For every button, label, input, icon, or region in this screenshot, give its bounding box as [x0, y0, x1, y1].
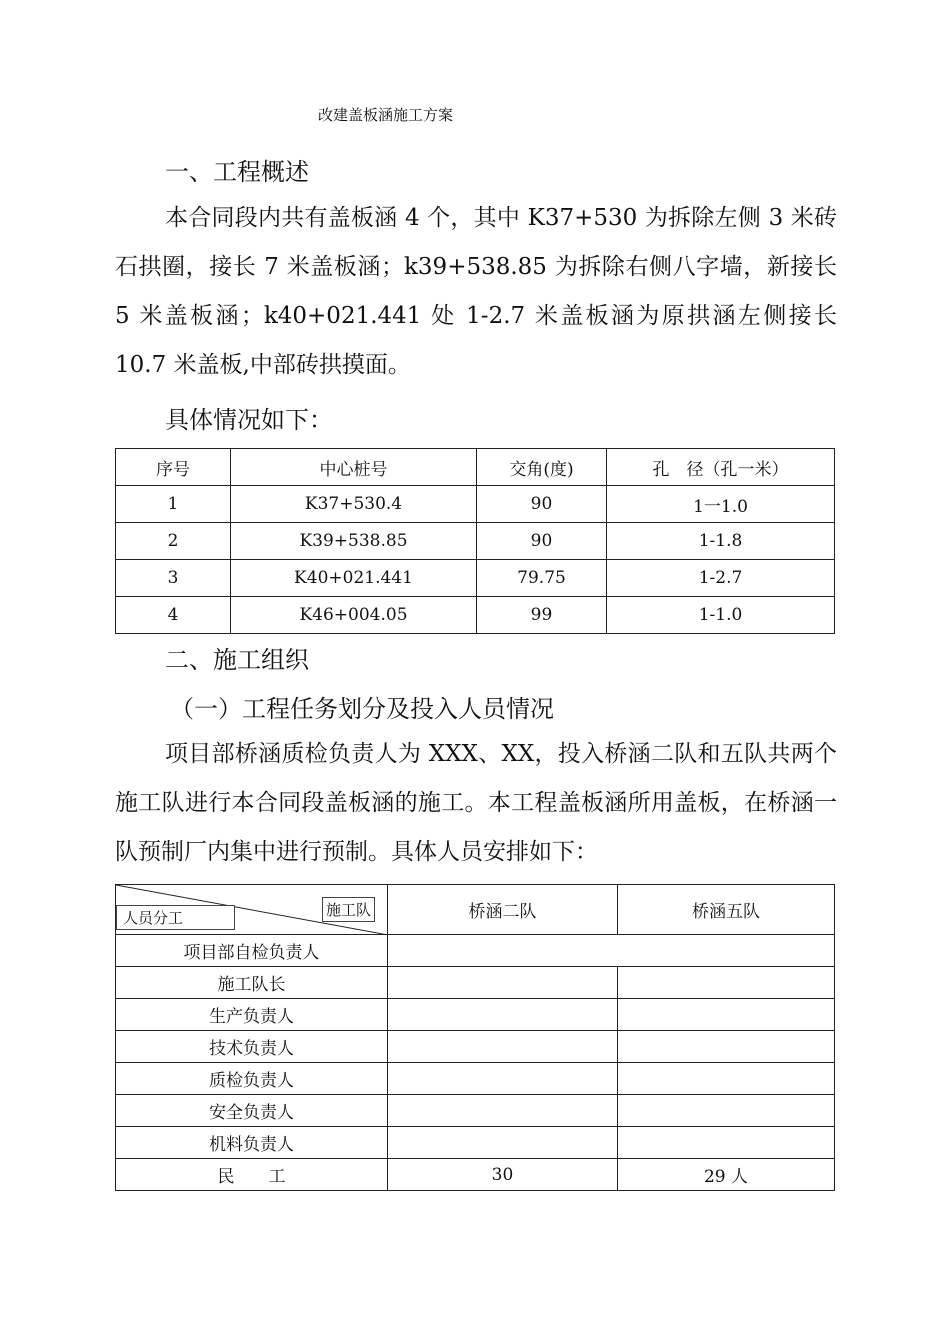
- corner-team-label: 施工队: [322, 897, 375, 922]
- header-angle: 交角(度): [477, 449, 607, 486]
- document-title: 改建盖板涵施工方案: [318, 106, 454, 124]
- table-row: [116, 560, 835, 597]
- cell-no: 3: [116, 560, 231, 597]
- table-row: [116, 1063, 835, 1095]
- team2-cell: [388, 999, 618, 1031]
- cell-no: 4: [116, 597, 231, 634]
- section1-paragraph: 本合同段内共有盖板涵 4 个，其中 K37+530 为拆除左侧 3 米砖石拱圈，接长 7 米盖板涵；k39+538.85 为拆除右侧八字墙，新接长 5 米盖板涵；k40+021.441 处 1-2.7 米盖板涵为原拱涵左侧接长 10.7 米盖板,中部砖拱摸面。: [115, 205, 837, 378]
- merged-cell: [388, 935, 835, 967]
- section2-paragraph: 项目部桥涵质检负责人为 XXX、XX，投入桥涵二队和五队共两个施工队进行本合同段盖板涵的施工。本工程盖板涵所用盖板，在桥涵一队预制厂内集中进行预制。具体人员安排如下：: [115, 741, 837, 865]
- role-cell: 安全负责人: [116, 1095, 388, 1127]
- section2-heading: 二、施工组织: [165, 646, 309, 674]
- cell-station: K46+004.05: [231, 597, 477, 634]
- team2-header: 桥涵二队: [388, 885, 618, 935]
- role-cell: 生产负责人: [116, 999, 388, 1031]
- cell-span: 1-1.0: [607, 597, 835, 634]
- table-row: [116, 597, 835, 634]
- cell-span: 1-2.7: [607, 560, 835, 597]
- team5-cell: [618, 1095, 835, 1127]
- team2-cell: [388, 1127, 618, 1159]
- section2-subheading: （一）工程任务划分及投入人员情况: [170, 695, 554, 723]
- culvert-table: [115, 448, 835, 634]
- table-row: [116, 1127, 835, 1159]
- section1-heading: 一、工程概述: [165, 158, 309, 186]
- section1-intro: 具体情况如下：: [165, 406, 333, 434]
- cell-station: K40+021.441: [231, 560, 477, 597]
- team5-cell: [618, 1031, 835, 1063]
- cell-no: 2: [116, 523, 231, 560]
- header-span: 孔 径（孔一米）: [607, 449, 835, 486]
- team5-cell: [618, 1127, 835, 1159]
- header-no: 序号: [116, 449, 231, 486]
- corner-role-label: 人员分工: [116, 905, 235, 930]
- team2-cell: [388, 1063, 618, 1095]
- role-cell: 质检负责人: [116, 1063, 388, 1095]
- cell-angle: 99: [477, 597, 607, 634]
- role-cell: 机料负责人: [116, 1127, 388, 1159]
- staff-header-row: [116, 885, 835, 935]
- header-station: 中心桩号: [231, 449, 477, 486]
- table-row: [116, 935, 835, 967]
- role-cell: 项目部自检负责人: [116, 935, 388, 967]
- cell-angle: 90: [477, 523, 607, 560]
- cell-span: 1-1.8: [607, 523, 835, 560]
- team2-cell: [388, 967, 618, 999]
- staff-table: [115, 884, 835, 1191]
- table-row: [116, 1159, 835, 1191]
- table-header-row: [116, 449, 835, 486]
- table-row: [116, 523, 835, 560]
- team2-cell: [388, 1095, 618, 1127]
- table-row: [116, 967, 835, 999]
- role-cell: 民 工: [116, 1159, 388, 1191]
- team2-cell: 30: [388, 1159, 618, 1191]
- corner-cell: [116, 885, 388, 935]
- cell-no: 1: [116, 486, 231, 523]
- cell-station: K37+530.4: [231, 486, 477, 523]
- table-row: [116, 486, 835, 523]
- team5-cell: [618, 967, 835, 999]
- team5-cell: [618, 1063, 835, 1095]
- cell-angle: 90: [477, 486, 607, 523]
- cell-span: 1一1.0: [607, 486, 835, 523]
- table-row: [116, 1095, 835, 1127]
- role-cell: 技术负责人: [116, 1031, 388, 1063]
- team5-header: 桥涵五队: [618, 885, 835, 935]
- role-cell: 施工队长: [116, 967, 388, 999]
- team5-cell: [618, 999, 835, 1031]
- table-row: [116, 999, 835, 1031]
- team2-cell: [388, 1031, 618, 1063]
- table-row: [116, 1031, 835, 1063]
- team5-cell: 29 人: [618, 1159, 835, 1191]
- cell-station: K39+538.85: [231, 523, 477, 560]
- cell-angle: 79.75: [477, 560, 607, 597]
